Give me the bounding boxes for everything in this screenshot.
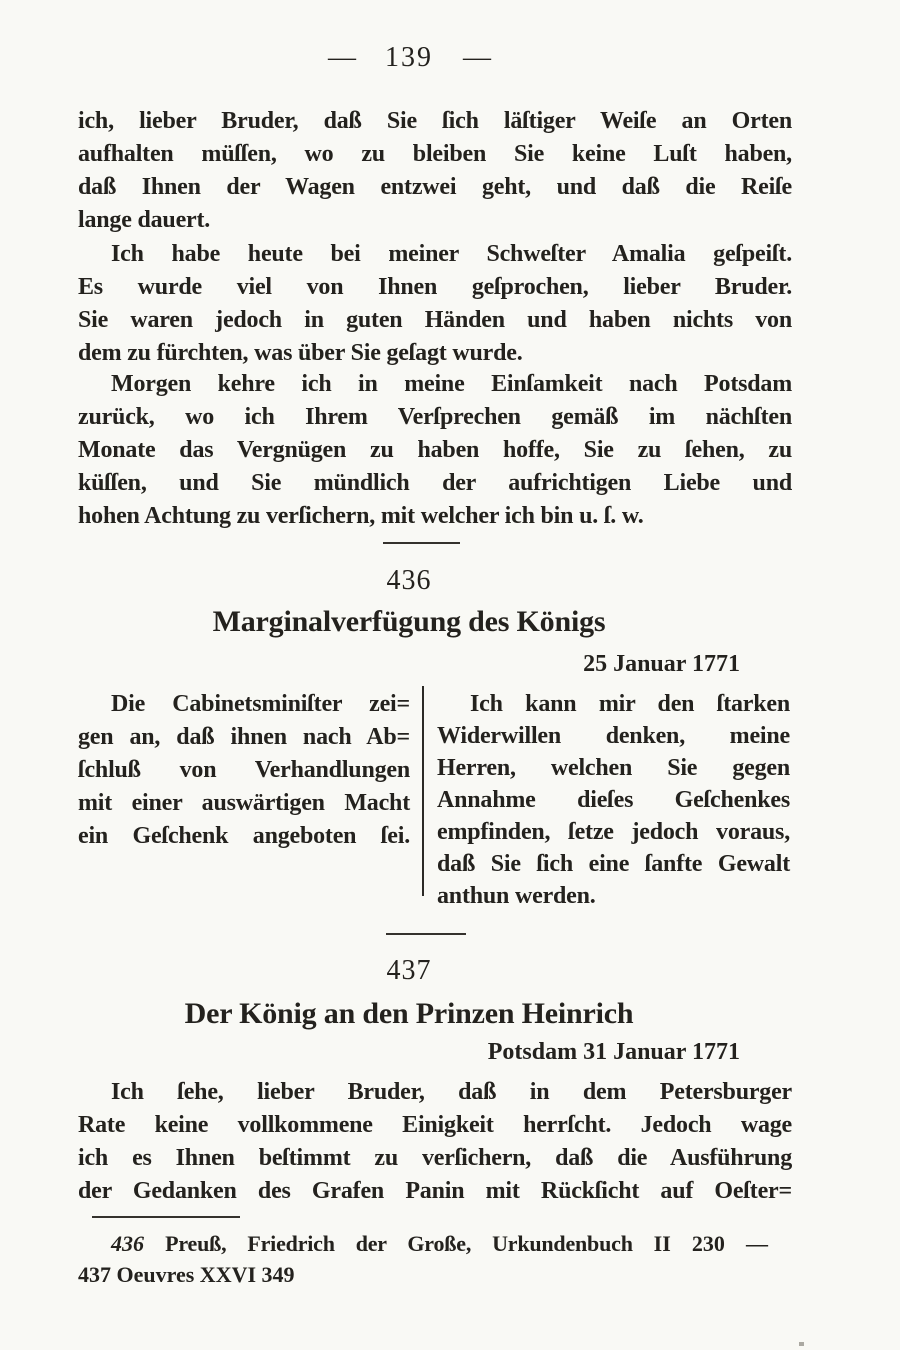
footnote-line-436 bbox=[78, 1228, 768, 1259]
text-line: Die Cabinetsminiſter zei= bbox=[111, 691, 410, 717]
footnote-line-437 bbox=[78, 1259, 768, 1290]
text-line: Rate keine vollkommene Einigkeit herrſcht. Jedoch wage bbox=[78, 1112, 792, 1138]
paragraph-petersburg bbox=[78, 1076, 792, 1208]
text-line: Annahme dieſes Geſchenkes bbox=[437, 787, 790, 813]
paragraph-potsdam bbox=[78, 368, 792, 533]
footnote-rule bbox=[92, 1216, 240, 1218]
text-line: dem zu fürchten, was über Sie geſagt wurde. bbox=[78, 340, 523, 366]
footnote-oeuvres-ref: Oeuvres XXVI 349 bbox=[116, 1262, 295, 1287]
text-line: gen an, daß ihnen nach Ab= bbox=[78, 724, 410, 750]
text-line: küſſen, und Sie mündlich der aufrichtigen Liebe und bbox=[78, 470, 792, 496]
section-437-number: 437 bbox=[386, 955, 432, 986]
footnote-source-text: Preuß, Friedrich der Große, Urkundenbuch bbox=[165, 1231, 654, 1256]
text-line: Ich habe heute bei meiner Schweſter Amalia geſpeiſt. bbox=[111, 241, 792, 267]
header-dash-left: — bbox=[328, 42, 355, 73]
text-line: ich, lieber Bruder, daß Sie ſich läſtiger Weiſe an Orten bbox=[78, 108, 792, 134]
section-separator-rule bbox=[383, 542, 460, 544]
text-line: Ich ſehe, lieber Bruder, daß in dem Petersburger bbox=[111, 1079, 792, 1105]
footnote-volume-ref: II 230 — bbox=[653, 1231, 769, 1256]
text-line: daß Ihnen der Wagen entzwei geht, und daß die Reiſe bbox=[78, 174, 792, 200]
text-line: zurück, wo ich Ihrem Verſprechen gemäß im nächſten bbox=[78, 404, 792, 430]
text-line: ich es Ihnen beſtimmt zu verſichern, daß die Ausführung bbox=[78, 1145, 792, 1171]
section-436-date: 25 Januar 1771 bbox=[583, 651, 740, 677]
page-number: 139 bbox=[385, 42, 433, 73]
text-line: Es wurde viel von Ihnen geſprochen, lieber Bruder. bbox=[78, 274, 792, 300]
text-line: Widerwillen denken, meine bbox=[437, 723, 790, 749]
footnote-number-436: 436 bbox=[111, 1231, 144, 1256]
paragraph-amalia bbox=[78, 238, 792, 370]
text-line: aufhalten müſſen, wo zu bleiben Sie keine Luſt haben, bbox=[78, 141, 792, 167]
footnote-block bbox=[78, 1228, 768, 1290]
text-line: mit einer auswärtigen Macht bbox=[78, 790, 410, 816]
section-separator-rule bbox=[386, 933, 466, 935]
decree-right-column bbox=[437, 688, 790, 912]
text-line: Sie waren jedoch in guten Händen und haben nichts von bbox=[78, 307, 792, 333]
text-line: der Gedanken des Grafen Panin mit Rückſicht auf Oeſter= bbox=[78, 1178, 792, 1204]
section-437-date: Potsdam 31 Januar 1771 bbox=[487, 1039, 740, 1065]
section-436-title: Marginalverfügung des Königs bbox=[212, 605, 606, 638]
text-line: ſchluß von Verhandlungen bbox=[78, 757, 410, 783]
decree-left-column bbox=[78, 688, 410, 853]
text-line: ein Geſchenk angeboten ſei. bbox=[78, 823, 410, 849]
footnote-number-437: 437 bbox=[78, 1262, 111, 1287]
text-line: anthun werden. bbox=[437, 883, 596, 909]
scan-speck bbox=[799, 1342, 804, 1346]
text-line: daß Sie ſich eine ſanfte Gewalt bbox=[437, 851, 790, 877]
section-436-number: 436 bbox=[386, 565, 432, 596]
text-line: Herren, welchen Sie gegen bbox=[437, 755, 790, 781]
paragraph-continuation bbox=[78, 105, 792, 237]
column-divider-rule bbox=[422, 686, 424, 896]
section-437-title: Der König an den Prinzen Heinrich bbox=[184, 997, 634, 1030]
text-line: Ich kann mir den ſtarken bbox=[470, 691, 790, 717]
text-line: hohen Achtung zu verſichern, mit welcher ich bin u. ſ. w. bbox=[78, 503, 644, 529]
header-dash-right: — bbox=[463, 42, 490, 73]
text-line: Monate das Vergnügen zu haben hoffe, Sie zu ſehen, zu bbox=[78, 437, 792, 463]
text-line: empfinden, ſetze jedoch voraus, bbox=[437, 819, 790, 845]
text-line: lange dauert. bbox=[78, 207, 211, 233]
text-line: Morgen kehre ich in meine Einſamkeit nach Potsdam bbox=[111, 371, 792, 397]
page-header bbox=[78, 42, 792, 74]
